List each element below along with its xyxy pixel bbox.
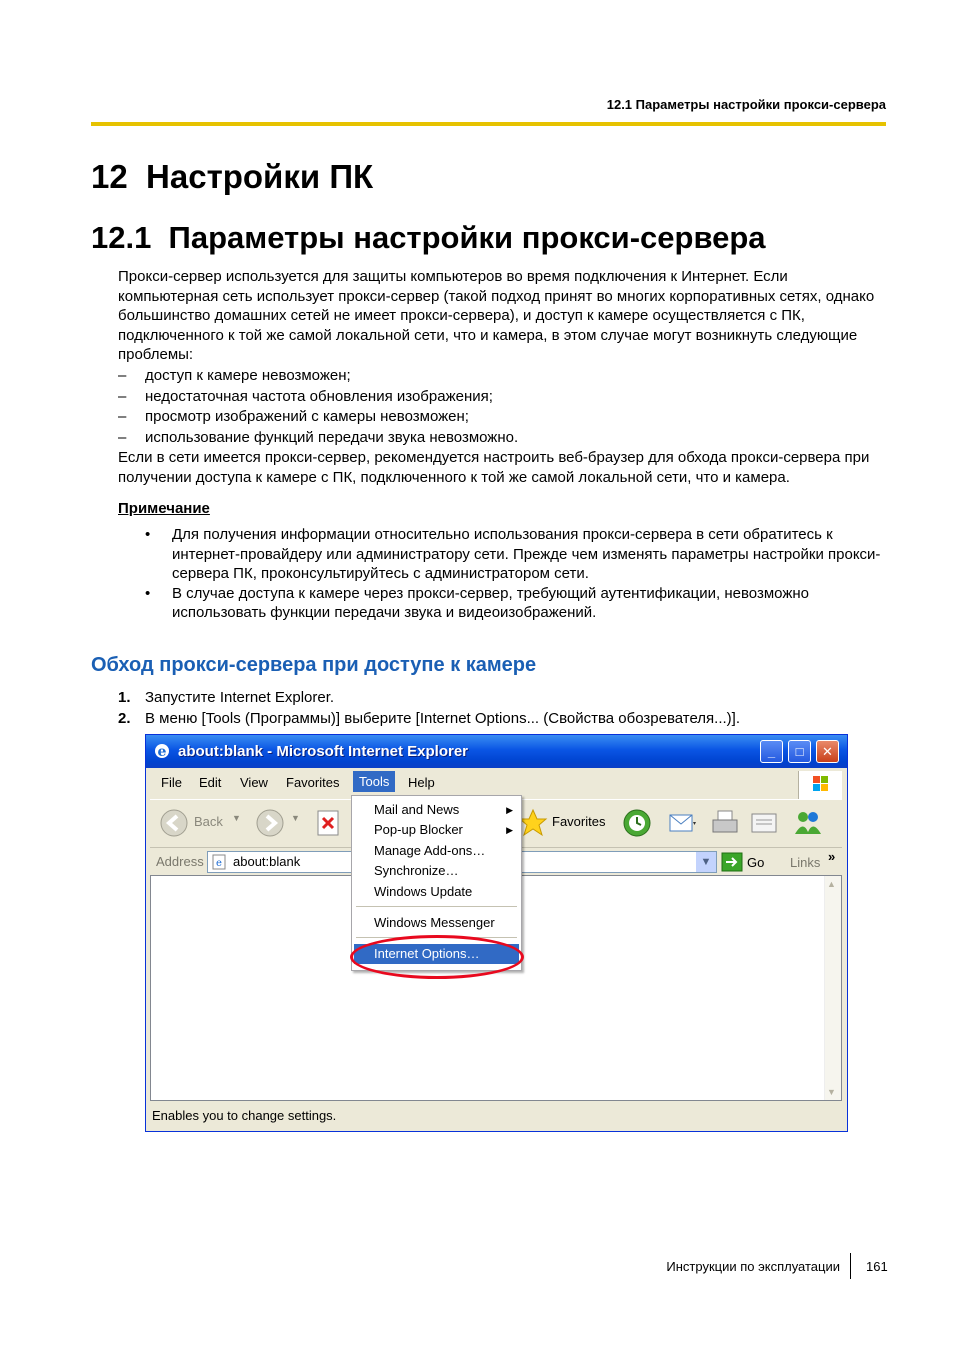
mail-icon[interactable] — [668, 810, 698, 836]
step-item — [118, 709, 888, 730]
close-icon[interactable]: ✕ — [816, 740, 839, 763]
ie-title-bar — [146, 735, 847, 768]
ie-window-title: about:blank - Microsoft Internet Explorer — [178, 743, 469, 760]
ie-logo-icon — [152, 741, 172, 761]
header-rule — [91, 122, 886, 126]
chapter-title: 12 Настройки ПК — [91, 158, 374, 195]
step-number: 2. — [118, 710, 131, 727]
menu-item-label: Windows Messenger — [374, 915, 495, 930]
list-item-text: доступ к камере невозможен; — [145, 367, 351, 384]
menu-item-label: Synchronize… — [374, 863, 459, 878]
back-label[interactable]: Back — [194, 814, 223, 829]
list-item-text: использование функций передачи звука невозможно. — [145, 428, 519, 446]
ie-screenshot — [145, 734, 848, 1132]
intro-paragraph: Прокси-сервер используется для защиты компьютеров во время подключения к Интернет. Если компьютерная сеть использует прокси-сервер (такой подход принят во многих корпоративных сетях, однако большинство домашних сетей не имеет прокси-сервера), и доступ к камере осуществляется с ПК, подключенного к той же самой локальной сети, что и камера, в этом случае могут возникнуть следующие проблемы: — [118, 268, 875, 364]
step-item — [118, 688, 888, 709]
note-list — [145, 525, 885, 623]
menu-edit[interactable]: Edit — [199, 775, 222, 790]
vertical-scrollbar[interactable] — [824, 876, 841, 1100]
list-item — [118, 366, 888, 387]
menu-item-label: Internet Options… — [374, 946, 480, 961]
menu-item-label: Mail and News — [374, 802, 460, 817]
forward-icon[interactable] — [255, 808, 285, 838]
list-item — [118, 407, 888, 428]
forward-dropdown-icon[interactable]: ▼ — [291, 813, 300, 823]
dash-marker: – — [118, 367, 127, 384]
list-item — [145, 584, 885, 623]
chevron-right-icon[interactable]: » — [828, 849, 836, 864]
section-title: 12.1 Параметры настройки прокси-сервера — [91, 220, 766, 255]
problems-list — [118, 366, 888, 448]
dash-marker: – — [118, 408, 127, 425]
menu-item-label: Manage Add-ons… — [374, 843, 486, 858]
recommendation-paragraph: Если в сети имеется прокси-сервер, рекомендуется настроить веб-браузер для обхода прокси-сервера при получении доступа к камере с ПК, подключенного к той же самой локальной сети, что и камера. — [118, 449, 870, 486]
status-text: Enables you to change settings. — [152, 1108, 337, 1123]
menu-item-label: Windows Update — [374, 884, 473, 899]
note-label: Примечание — [118, 500, 210, 517]
menu-item-label: Pop-up Blocker — [374, 822, 463, 837]
list-item — [118, 387, 888, 408]
dash-marker: – — [118, 428, 127, 446]
bullet-marker: • — [145, 526, 151, 543]
list-item — [118, 428, 888, 449]
menu-item-manage-addons[interactable] — [354, 841, 519, 861]
menu-item-mail-and-news[interactable] — [354, 800, 519, 820]
menu-help[interactable]: Help — [408, 775, 435, 790]
menu-item-popup-blocker[interactable] — [354, 820, 519, 840]
windows-flag-icon — [798, 771, 842, 799]
favorites-label[interactable]: Favorites — [552, 814, 606, 829]
page-icon — [211, 854, 227, 870]
bullet-marker: • — [145, 584, 151, 602]
menu-item-windows-update[interactable] — [354, 882, 519, 902]
back-dropdown-icon[interactable]: ▼ — [232, 813, 241, 823]
page-number: 161 — [866, 1259, 888, 1274]
svg-text:e: e — [157, 744, 167, 760]
messenger-icon[interactable] — [792, 808, 824, 838]
list-item-text: недостаточная частота обновления изображения; — [145, 387, 493, 405]
svg-text:e: e — [216, 858, 222, 869]
print-icon[interactable] — [710, 808, 740, 838]
running-header: 12.1 Параметры настройки прокси-сервера — [606, 97, 886, 112]
back-icon[interactable] — [159, 808, 189, 838]
list-item — [145, 525, 885, 584]
scroll-up-icon[interactable]: ▲ — [827, 879, 836, 889]
submenu-arrow-icon: ▶ — [506, 805, 513, 815]
step-number: 1. — [118, 689, 131, 706]
subsection-title: Обход прокси-сервера при доступе к камере — [91, 654, 537, 676]
minimize-icon[interactable]: _ — [760, 740, 783, 763]
dash-marker: – — [118, 387, 127, 405]
maximize-icon[interactable]: □ — [788, 740, 811, 763]
menu-item-synchronize[interactable] — [354, 861, 519, 881]
list-item-text: В случае доступа к камере через прокси-сервер, требующий аутентификации, невозможно использовать функции передачи звука и видеоизображений. — [172, 584, 809, 622]
history-icon[interactable] — [622, 808, 652, 838]
go-label[interactable]: Go — [747, 855, 765, 870]
step-text: Запустите Internet Explorer. — [145, 689, 335, 706]
status-bar — [150, 1103, 842, 1129]
address-dropdown-icon[interactable]: ▼ — [696, 852, 716, 872]
edit-icon[interactable] — [750, 810, 780, 836]
step-text: В меню [Tools (Программы)] выберите [Internet Options... (Свойства обозревателя...)]. — [145, 710, 741, 727]
favorites-icon[interactable] — [518, 808, 548, 838]
footer-label: Инструкции по эксплуатации — [666, 1259, 840, 1274]
menu-file[interactable]: File — [161, 775, 182, 790]
steps-list — [118, 688, 888, 730]
menu-item-windows-messenger[interactable] — [354, 913, 519, 933]
menu-tools[interactable]: Tools — [353, 771, 395, 792]
menu-separator — [356, 906, 517, 907]
list-item-text: Для получения информации относительно использования прокси-сервера в сети обратитесь к интернет-провайдеру или администратору сети. Прежде чем изменять параметры настройки прокси-сервера ПК, проконсультируйтесь с администратором сети. — [172, 526, 881, 583]
scroll-down-icon[interactable]: ▼ — [827, 1087, 836, 1097]
menu-favorites[interactable]: Favorites — [286, 775, 340, 790]
address-value: about:blank — [233, 854, 301, 869]
list-item-text: просмотр изображений с камеры невозможен; — [145, 408, 469, 425]
menu-view[interactable]: View — [240, 775, 268, 790]
highlight-ellipse — [350, 935, 524, 979]
footer-divider — [850, 1253, 851, 1279]
go-arrow-icon[interactable] — [721, 852, 743, 872]
submenu-arrow-icon: ▶ — [506, 825, 513, 835]
links-label[interactable]: Links — [790, 855, 821, 870]
ie-menubar — [150, 771, 840, 795]
address-label: Address — [156, 854, 204, 869]
stop-icon[interactable] — [316, 809, 340, 837]
